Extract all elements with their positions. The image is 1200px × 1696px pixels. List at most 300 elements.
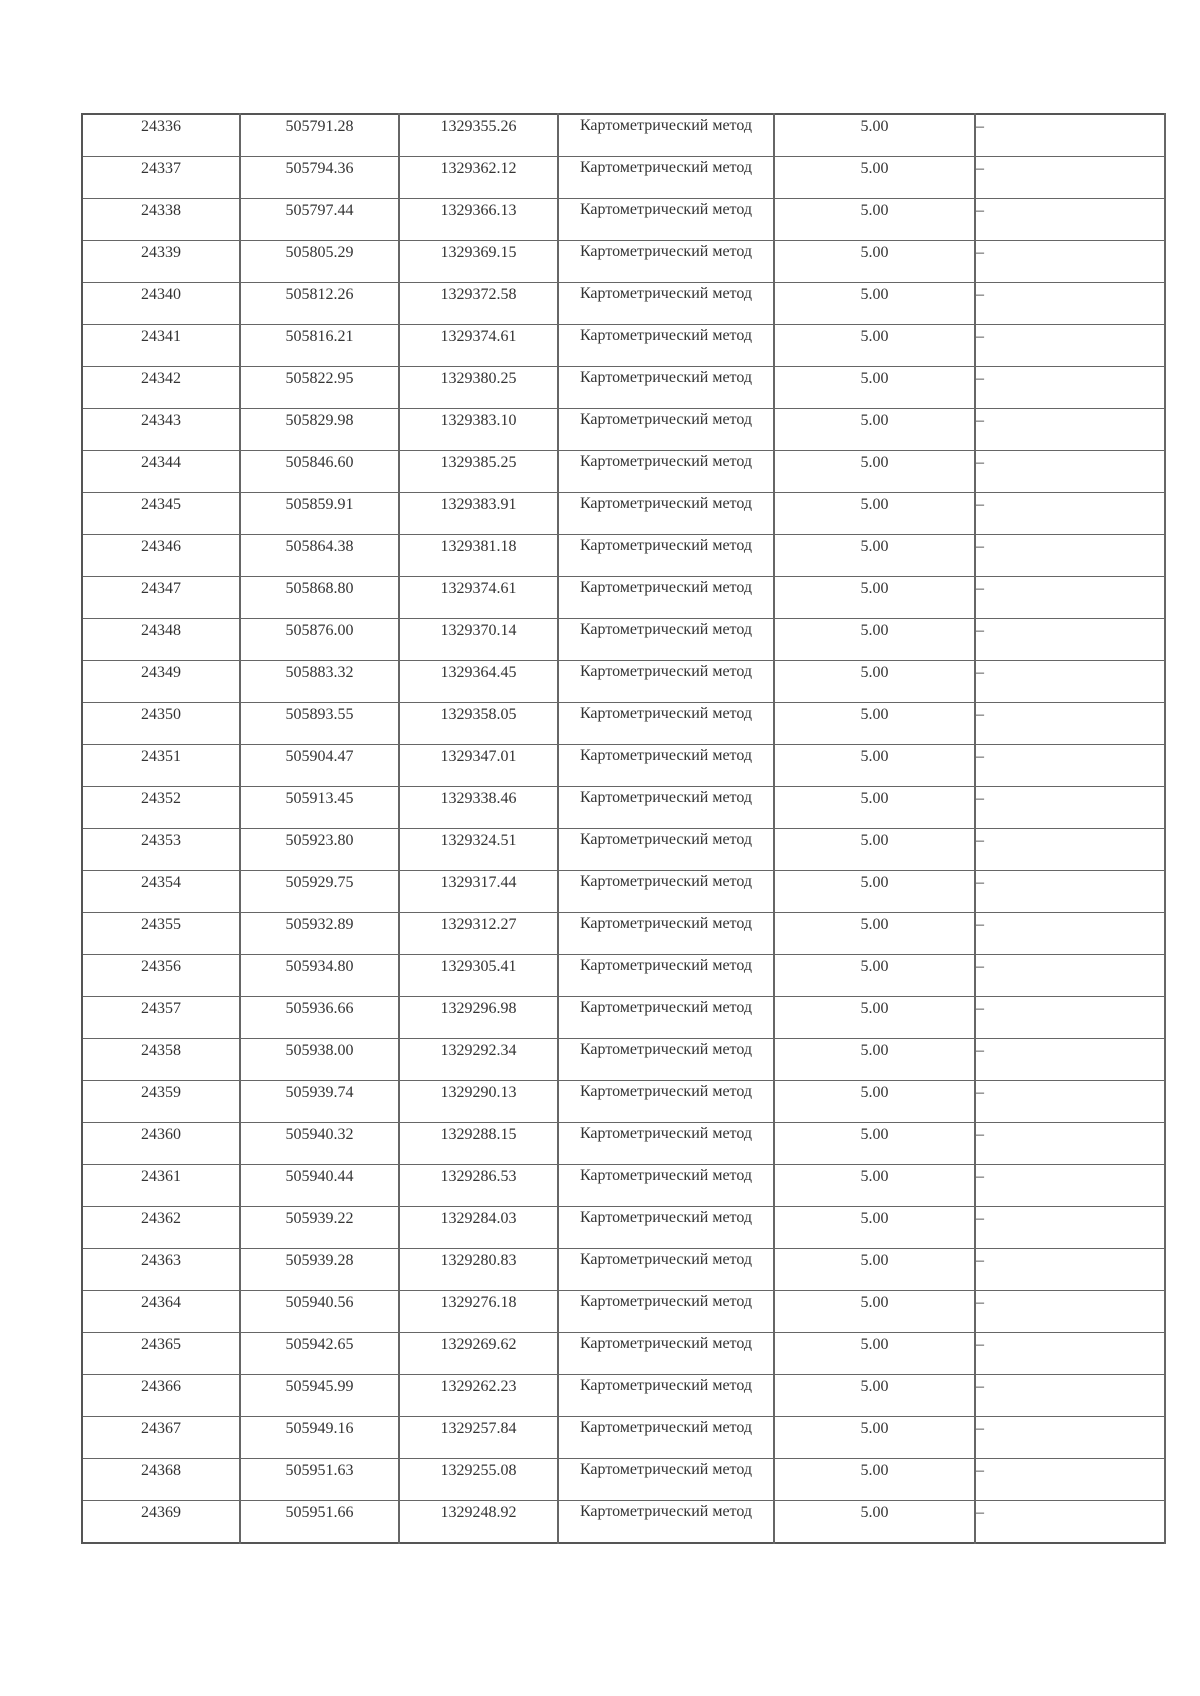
x-coordinate-cell-text: 505791.28 xyxy=(285,118,354,135)
method-cell xyxy=(558,114,774,157)
point-number-cell-text: 24356 xyxy=(141,958,181,975)
method-cell-text: Картометрический метод xyxy=(579,705,753,722)
description-cell xyxy=(975,199,1165,241)
accuracy-cell-text: 5.00 xyxy=(860,958,889,975)
accuracy-cell xyxy=(774,1375,975,1417)
method-cell-text: Картометрический метод xyxy=(579,663,753,680)
x-coordinate-cell xyxy=(240,955,399,997)
point-number-cell xyxy=(82,703,240,745)
description-cell-text: – xyxy=(976,160,984,177)
y-coordinate-cell-text: 1329374.61 xyxy=(440,328,517,345)
y-coordinate-cell-text: 1329280.83 xyxy=(440,1252,517,1269)
y-coordinate-cell-text: 1329296.98 xyxy=(440,1000,517,1017)
point-number-cell-text: 24348 xyxy=(141,622,181,639)
y-coordinate-cell-text: 1329248.92 xyxy=(440,1504,517,1521)
accuracy-cell-text: 5.00 xyxy=(860,874,889,891)
point-number-cell-text: 24352 xyxy=(141,790,181,807)
accuracy-cell-text: 5.00 xyxy=(860,916,889,933)
point-number-cell xyxy=(82,367,240,409)
point-number-cell xyxy=(82,409,240,451)
table-row xyxy=(82,1333,1165,1375)
table-row xyxy=(82,1123,1165,1165)
x-coordinate-cell xyxy=(240,1207,399,1249)
y-coordinate-cell xyxy=(399,451,558,493)
y-coordinate-cell xyxy=(399,787,558,829)
method-cell xyxy=(558,1039,774,1081)
x-coordinate-cell-text: 505797.44 xyxy=(285,202,354,219)
table-row xyxy=(82,114,1165,157)
y-coordinate-cell xyxy=(399,577,558,619)
x-coordinate-cell xyxy=(240,703,399,745)
x-coordinate-cell-text: 505812.26 xyxy=(285,286,354,303)
accuracy-cell-text: 5.00 xyxy=(860,1042,889,1059)
description-cell-text: – xyxy=(976,1336,984,1353)
point-number-cell-text: 24338 xyxy=(141,202,181,219)
accuracy-cell xyxy=(774,1333,975,1375)
point-number-cell-text: 24361 xyxy=(141,1168,181,1185)
accuracy-cell xyxy=(774,1039,975,1081)
x-coordinate-cell xyxy=(240,114,399,157)
y-coordinate-cell xyxy=(399,157,558,199)
accuracy-cell xyxy=(774,913,975,955)
description-cell-text: – xyxy=(976,202,984,219)
accuracy-cell-text: 5.00 xyxy=(860,790,889,807)
y-coordinate-cell xyxy=(399,913,558,955)
x-coordinate-cell xyxy=(240,451,399,493)
method-cell xyxy=(558,325,774,367)
accuracy-cell xyxy=(774,451,975,493)
description-cell-text: – xyxy=(976,412,984,429)
method-cell-text: Картометрический метод xyxy=(579,1041,753,1058)
table-row xyxy=(82,1039,1165,1081)
point-number-cell-text: 24344 xyxy=(141,454,181,471)
x-coordinate-cell xyxy=(240,787,399,829)
accuracy-cell-text: 5.00 xyxy=(860,1084,889,1101)
x-coordinate-cell-text: 505923.80 xyxy=(285,832,354,849)
accuracy-cell-text: 5.00 xyxy=(860,412,889,429)
y-coordinate-cell xyxy=(399,997,558,1039)
description-cell xyxy=(975,1333,1165,1375)
table-row xyxy=(82,913,1165,955)
point-number-cell xyxy=(82,1459,240,1501)
x-coordinate-cell xyxy=(240,1417,399,1459)
accuracy-cell-text: 5.00 xyxy=(860,538,889,555)
method-cell xyxy=(558,1375,774,1417)
x-coordinate-cell xyxy=(240,157,399,199)
x-coordinate-cell-text: 505816.21 xyxy=(285,328,354,345)
method-cell xyxy=(558,1417,774,1459)
accuracy-cell xyxy=(774,619,975,661)
description-cell xyxy=(975,409,1165,451)
description-cell xyxy=(975,1291,1165,1333)
description-cell xyxy=(975,913,1165,955)
y-coordinate-cell xyxy=(399,1249,558,1291)
description-cell-text: – xyxy=(976,1504,984,1521)
point-number-cell xyxy=(82,241,240,283)
method-cell-text: Картометрический метод xyxy=(579,1293,753,1310)
table-row xyxy=(82,325,1165,367)
table-row xyxy=(82,1249,1165,1291)
x-coordinate-cell-text: 505938.00 xyxy=(285,1042,354,1059)
point-number-cell-text: 24350 xyxy=(141,706,181,723)
accuracy-cell-text: 5.00 xyxy=(860,664,889,681)
accuracy-cell-text: 5.00 xyxy=(860,244,889,261)
y-coordinate-cell xyxy=(399,367,558,409)
accuracy-cell-text: 5.00 xyxy=(860,1504,889,1521)
method-cell-text: Картометрический метод xyxy=(579,243,753,260)
x-coordinate-cell-text: 505940.44 xyxy=(285,1168,354,1185)
method-cell-text: Картометрический метод xyxy=(579,1419,753,1436)
coordinates-table-body xyxy=(82,114,1165,1543)
accuracy-cell xyxy=(774,157,975,199)
method-cell xyxy=(558,283,774,325)
accuracy-cell xyxy=(774,1459,975,1501)
table-row xyxy=(82,493,1165,535)
accuracy-cell-text: 5.00 xyxy=(860,160,889,177)
table-row xyxy=(82,1165,1165,1207)
x-coordinate-cell-text: 505794.36 xyxy=(285,160,354,177)
point-number-cell xyxy=(82,871,240,913)
accuracy-cell xyxy=(774,871,975,913)
description-cell-text: – xyxy=(976,916,984,933)
description-cell xyxy=(975,451,1165,493)
accuracy-cell xyxy=(774,1123,975,1165)
point-number-cell xyxy=(82,997,240,1039)
accuracy-cell xyxy=(774,241,975,283)
y-coordinate-cell-text: 1329370.14 xyxy=(440,622,517,639)
y-coordinate-cell xyxy=(399,1081,558,1123)
description-cell-text: – xyxy=(976,1462,984,1479)
description-cell-text: – xyxy=(976,454,984,471)
method-cell-text: Картометрический метод xyxy=(579,453,753,470)
point-number-cell xyxy=(82,1249,240,1291)
accuracy-cell-text: 5.00 xyxy=(860,622,889,639)
point-number-cell-text: 24367 xyxy=(141,1420,181,1437)
accuracy-cell xyxy=(774,367,975,409)
table-row xyxy=(82,829,1165,871)
accuracy-cell xyxy=(774,1501,975,1544)
x-coordinate-cell xyxy=(240,1039,399,1081)
method-cell xyxy=(558,1165,774,1207)
x-coordinate-cell-text: 505940.56 xyxy=(285,1294,354,1311)
point-number-cell xyxy=(82,787,240,829)
accuracy-cell xyxy=(774,535,975,577)
y-coordinate-cell-text: 1329312.27 xyxy=(440,916,517,933)
method-cell-text: Картометрический метод xyxy=(579,1461,753,1478)
point-number-cell-text: 24341 xyxy=(141,328,181,345)
method-cell xyxy=(558,745,774,787)
x-coordinate-cell-text: 505939.22 xyxy=(285,1210,354,1227)
accuracy-cell-text: 5.00 xyxy=(860,370,889,387)
method-cell-text: Картометрический метод xyxy=(579,1125,753,1142)
method-cell-text: Картометрический метод xyxy=(579,1209,753,1226)
point-number-cell-text: 24362 xyxy=(141,1210,181,1227)
point-number-cell-text: 24355 xyxy=(141,916,181,933)
method-cell-text: Картометрический метод xyxy=(579,1335,753,1352)
accuracy-cell xyxy=(774,661,975,703)
y-coordinate-cell-text: 1329383.10 xyxy=(440,412,517,429)
accuracy-cell xyxy=(774,1207,975,1249)
x-coordinate-cell-text: 505805.29 xyxy=(285,244,354,261)
x-coordinate-cell xyxy=(240,241,399,283)
x-coordinate-cell xyxy=(240,283,399,325)
table-row xyxy=(82,157,1165,199)
point-number-cell xyxy=(82,1501,240,1544)
x-coordinate-cell xyxy=(240,829,399,871)
y-coordinate-cell-text: 1329288.15 xyxy=(440,1126,517,1143)
y-coordinate-cell xyxy=(399,325,558,367)
accuracy-cell-text: 5.00 xyxy=(860,748,889,765)
point-number-cell-text: 24360 xyxy=(141,1126,181,1143)
point-number-cell xyxy=(82,114,240,157)
y-coordinate-cell-text: 1329347.01 xyxy=(440,748,517,765)
point-number-cell xyxy=(82,1375,240,1417)
y-coordinate-cell xyxy=(399,1165,558,1207)
point-number-cell xyxy=(82,493,240,535)
table-row xyxy=(82,1207,1165,1249)
description-cell xyxy=(975,1081,1165,1123)
y-coordinate-cell xyxy=(399,241,558,283)
point-number-cell xyxy=(82,1165,240,1207)
point-number-cell xyxy=(82,1417,240,1459)
method-cell xyxy=(558,787,774,829)
y-coordinate-cell xyxy=(399,283,558,325)
point-number-cell-text: 24342 xyxy=(141,370,181,387)
point-number-cell-text: 24337 xyxy=(141,160,181,177)
y-coordinate-cell xyxy=(399,955,558,997)
method-cell-text: Картометрический метод xyxy=(579,117,753,134)
method-cell-text: Картометрический метод xyxy=(579,159,753,176)
y-coordinate-cell xyxy=(399,703,558,745)
x-coordinate-cell xyxy=(240,1375,399,1417)
accuracy-cell xyxy=(774,114,975,157)
method-cell-text: Картометрический метод xyxy=(579,285,753,302)
x-coordinate-cell xyxy=(240,535,399,577)
description-cell-text: – xyxy=(976,286,984,303)
point-number-cell xyxy=(82,535,240,577)
y-coordinate-cell-text: 1329324.51 xyxy=(440,832,517,849)
method-cell-text: Картометрический метод xyxy=(579,915,753,932)
method-cell xyxy=(558,619,774,661)
y-coordinate-cell xyxy=(399,619,558,661)
accuracy-cell xyxy=(774,745,975,787)
method-cell xyxy=(558,661,774,703)
accuracy-cell-text: 5.00 xyxy=(860,1168,889,1185)
y-coordinate-cell-text: 1329369.15 xyxy=(440,244,517,261)
point-number-cell-text: 24345 xyxy=(141,496,181,513)
description-cell-text: – xyxy=(976,706,984,723)
point-number-cell-text: 24369 xyxy=(141,1504,181,1521)
accuracy-cell xyxy=(774,1417,975,1459)
point-number-cell-text: 24358 xyxy=(141,1042,181,1059)
accuracy-cell-text: 5.00 xyxy=(860,1000,889,1017)
point-number-cell-text: 24354 xyxy=(141,874,181,891)
point-number-cell xyxy=(82,1207,240,1249)
method-cell-text: Картометрический метод xyxy=(579,873,753,890)
accuracy-cell-text: 5.00 xyxy=(860,1126,889,1143)
y-coordinate-cell-text: 1329358.05 xyxy=(440,706,517,723)
method-cell xyxy=(558,1081,774,1123)
x-coordinate-cell xyxy=(240,1249,399,1291)
table-row xyxy=(82,1081,1165,1123)
accuracy-cell-text: 5.00 xyxy=(860,1294,889,1311)
y-coordinate-cell-text: 1329362.12 xyxy=(440,160,517,177)
method-cell xyxy=(558,913,774,955)
point-number-cell-text: 24351 xyxy=(141,748,181,765)
table-row xyxy=(82,577,1165,619)
method-cell-text: Картометрический метод xyxy=(579,957,753,974)
y-coordinate-cell xyxy=(399,409,558,451)
y-coordinate-cell-text: 1329372.58 xyxy=(440,286,517,303)
method-cell xyxy=(558,1501,774,1544)
point-number-cell xyxy=(82,1291,240,1333)
method-cell-text: Картометрический метод xyxy=(579,1167,753,1184)
accuracy-cell xyxy=(774,955,975,997)
y-coordinate-cell-text: 1329366.13 xyxy=(440,202,517,219)
accuracy-cell xyxy=(774,703,975,745)
method-cell xyxy=(558,955,774,997)
x-coordinate-cell xyxy=(240,745,399,787)
accuracy-cell-text: 5.00 xyxy=(860,580,889,597)
y-coordinate-cell xyxy=(399,871,558,913)
point-number-cell-text: 24349 xyxy=(141,664,181,681)
point-number-cell-text: 24365 xyxy=(141,1336,181,1353)
point-number-cell xyxy=(82,325,240,367)
method-cell xyxy=(558,493,774,535)
description-cell xyxy=(975,157,1165,199)
x-coordinate-cell-text: 505949.16 xyxy=(285,1420,354,1437)
accuracy-cell-text: 5.00 xyxy=(860,202,889,219)
description-cell xyxy=(975,283,1165,325)
table-row xyxy=(82,1417,1165,1459)
description-cell-text: – xyxy=(976,496,984,513)
point-number-cell-text: 24347 xyxy=(141,580,181,597)
accuracy-cell-text: 5.00 xyxy=(860,1210,889,1227)
x-coordinate-cell-text: 505945.99 xyxy=(285,1378,354,1395)
method-cell-text: Картометрический метод xyxy=(579,1503,753,1520)
point-number-cell-text: 24353 xyxy=(141,832,181,849)
accuracy-cell xyxy=(774,283,975,325)
point-number-cell-text: 24340 xyxy=(141,286,181,303)
table-row xyxy=(82,1501,1165,1544)
point-number-cell-text: 24339 xyxy=(141,244,181,261)
point-number-cell xyxy=(82,955,240,997)
x-coordinate-cell xyxy=(240,1333,399,1375)
y-coordinate-cell-text: 1329305.41 xyxy=(440,958,517,975)
point-number-cell xyxy=(82,913,240,955)
x-coordinate-cell xyxy=(240,661,399,703)
description-cell-text: – xyxy=(976,748,984,765)
y-coordinate-cell-text: 1329355.26 xyxy=(440,118,517,135)
description-cell xyxy=(975,1207,1165,1249)
x-coordinate-cell-text: 505942.65 xyxy=(285,1336,354,1353)
description-cell-text: – xyxy=(976,1378,984,1395)
method-cell-text: Картометрический метод xyxy=(579,1251,753,1268)
point-number-cell xyxy=(82,745,240,787)
accuracy-cell-text: 5.00 xyxy=(860,454,889,471)
description-cell xyxy=(975,997,1165,1039)
point-number-cell xyxy=(82,577,240,619)
table-row xyxy=(82,1291,1165,1333)
accuracy-cell-text: 5.00 xyxy=(860,1378,889,1395)
x-coordinate-cell xyxy=(240,1081,399,1123)
method-cell xyxy=(558,451,774,493)
point-number-cell-text: 24346 xyxy=(141,538,181,555)
accuracy-cell-text: 5.00 xyxy=(860,1420,889,1437)
description-cell xyxy=(975,114,1165,157)
description-cell-text: – xyxy=(976,1168,984,1185)
table-row xyxy=(82,955,1165,997)
x-coordinate-cell-text: 505864.38 xyxy=(285,538,354,555)
point-number-cell xyxy=(82,1123,240,1165)
method-cell xyxy=(558,1459,774,1501)
description-cell xyxy=(975,367,1165,409)
y-coordinate-cell-text: 1329338.46 xyxy=(440,790,517,807)
accuracy-cell xyxy=(774,1249,975,1291)
x-coordinate-cell xyxy=(240,577,399,619)
x-coordinate-cell xyxy=(240,493,399,535)
point-number-cell-text: 24343 xyxy=(141,412,181,429)
x-coordinate-cell xyxy=(240,997,399,1039)
description-cell xyxy=(975,241,1165,283)
x-coordinate-cell xyxy=(240,367,399,409)
accuracy-cell xyxy=(774,997,975,1039)
point-number-cell-text: 24364 xyxy=(141,1294,181,1311)
method-cell-text: Картометрический метод xyxy=(579,789,753,806)
x-coordinate-cell-text: 505932.89 xyxy=(285,916,354,933)
x-coordinate-cell xyxy=(240,1501,399,1544)
point-number-cell-text: 24359 xyxy=(141,1084,181,1101)
method-cell-text: Картометрический метод xyxy=(579,537,753,554)
y-coordinate-cell xyxy=(399,114,558,157)
x-coordinate-cell-text: 505859.91 xyxy=(285,496,354,513)
x-coordinate-cell-text: 505904.47 xyxy=(285,748,354,765)
accuracy-cell-text: 5.00 xyxy=(860,1252,889,1269)
y-coordinate-cell xyxy=(399,745,558,787)
x-coordinate-cell xyxy=(240,1165,399,1207)
x-coordinate-cell-text: 505846.60 xyxy=(285,454,354,471)
description-cell xyxy=(975,619,1165,661)
accuracy-cell xyxy=(774,325,975,367)
y-coordinate-cell-text: 1329255.08 xyxy=(440,1462,517,1479)
description-cell-text: – xyxy=(976,1252,984,1269)
method-cell xyxy=(558,997,774,1039)
x-coordinate-cell-text: 505829.98 xyxy=(285,412,354,429)
method-cell xyxy=(558,1249,774,1291)
x-coordinate-cell-text: 505822.95 xyxy=(285,370,354,387)
method-cell-text: Картометрический метод xyxy=(579,579,753,596)
table-row xyxy=(82,451,1165,493)
method-cell-text: Картометрический метод xyxy=(579,1377,753,1394)
method-cell-text: Картометрический метод xyxy=(579,999,753,1016)
accuracy-cell xyxy=(774,409,975,451)
y-coordinate-cell-text: 1329385.25 xyxy=(440,454,517,471)
x-coordinate-cell-text: 505868.80 xyxy=(285,580,354,597)
description-cell-text: – xyxy=(976,1294,984,1311)
point-number-cell xyxy=(82,829,240,871)
method-cell xyxy=(558,241,774,283)
description-cell-text: – xyxy=(976,1000,984,1017)
table-row xyxy=(82,661,1165,703)
x-coordinate-cell-text: 505939.28 xyxy=(285,1252,354,1269)
table-row xyxy=(82,1459,1165,1501)
description-cell xyxy=(975,325,1165,367)
y-coordinate-cell xyxy=(399,1501,558,1544)
description-cell-text: – xyxy=(976,1042,984,1059)
point-number-cell xyxy=(82,283,240,325)
y-coordinate-cell-text: 1329380.25 xyxy=(440,370,517,387)
point-number-cell xyxy=(82,199,240,241)
